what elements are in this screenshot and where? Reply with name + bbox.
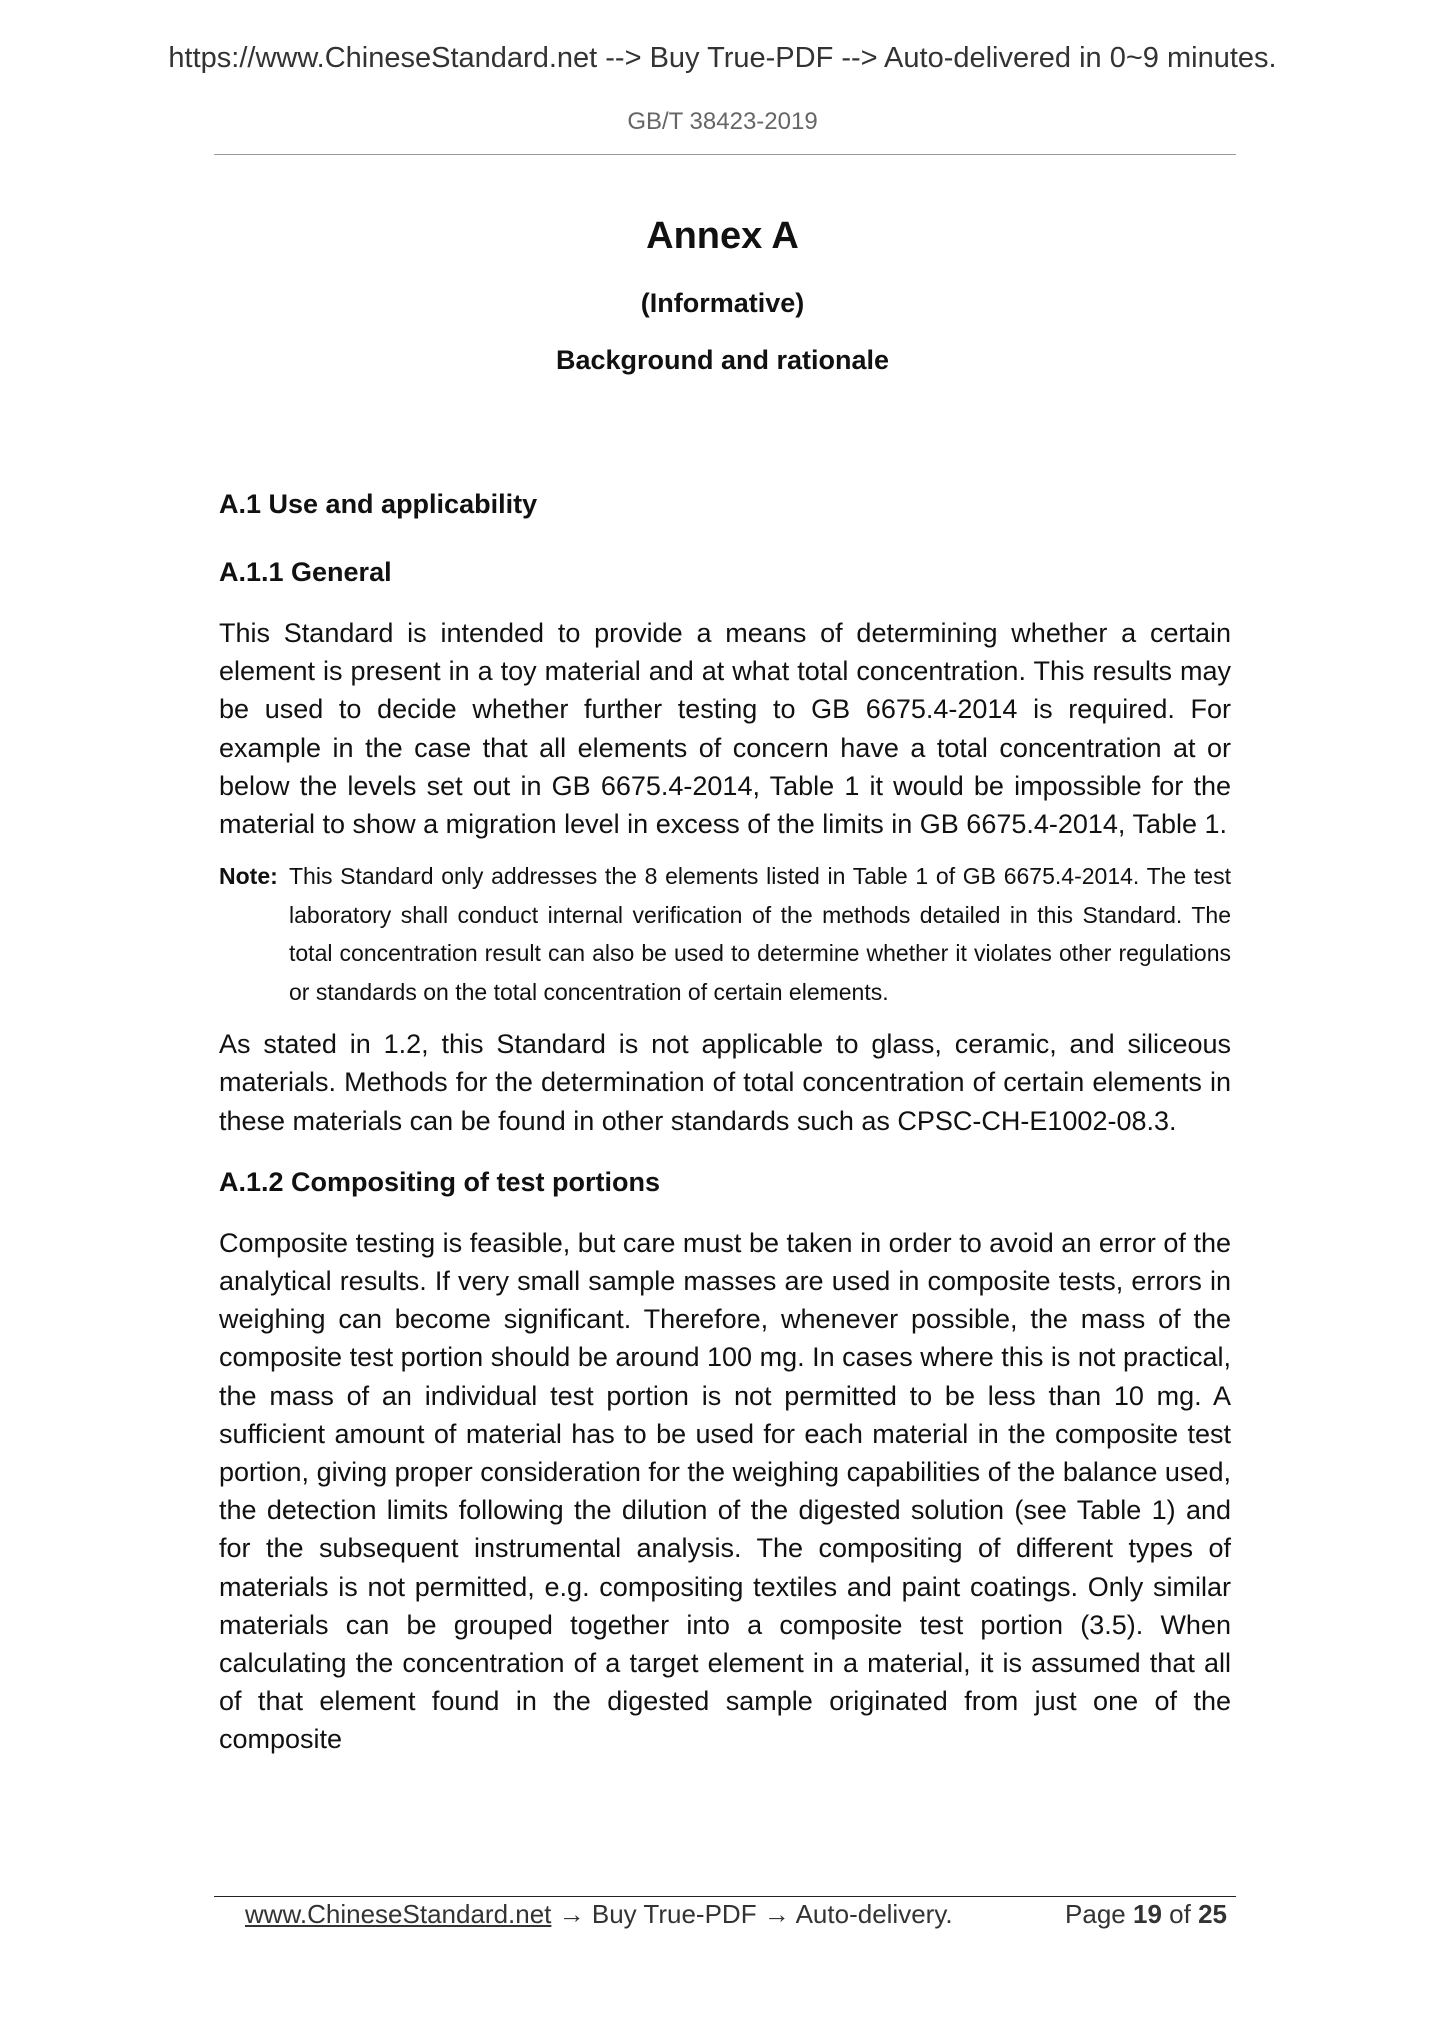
footer [245,1899,1235,1930]
page-label: Page [1065,1899,1126,1929]
note-text: This Standard only addresses the 8 elements listed in Table 1 of GB 6675.4-2014. The test laboratory shall conduct internal verification of the methods detailed in this Standard. The total concentration result can also be used to determine whether it violates other regulations or standards on the total concentration of certain elements. [289,863,1231,1005]
section-heading-a1: A.1 Use and applicability [219,489,538,519]
document-code: GB/T 38423-2019 [627,108,818,135]
note-label: Note: [219,863,278,890]
footer-delivery-text: → Buy True-PDF → Auto-delivery. [558,1899,953,1929]
annex-type: (Informative) [640,288,805,318]
top-banner: https://www.ChineseStandard.net --> Buy True-PDF --> Auto-delivered in 0~9 minutes. [168,42,1277,74]
page-current: 19 [1133,1899,1162,1929]
paragraph-applicability: As stated in 1.2, this Standard is not applicable to glass, ceramic, and siliceous materials. Methods for the determination of total concentration of certain elements in these materials can be found in other standards such as CPSC-CH-E1002-08.3. [219,1029,1231,1136]
section-heading-a1-2: A.1.2 Compositing of test portions [219,1166,661,1197]
annex-subtitle: Background and rationale [555,345,890,375]
footer-site-link[interactable]: www.ChineseStandard.net [245,1899,552,1929]
header-divider [214,154,1236,155]
document-body [219,484,1231,1759]
page-total: 25 [1198,1899,1227,1929]
footer-divider [214,1896,1236,1897]
paragraph-compositing: Composite testing is feasible, but care must be taken in order to avoid an error of the analytical results. If very small sample masses are used in composite tests, errors in weighing can become significant. Therefore, whenever possible, the mass of the composite test portion should be around 100 mg. In cases where this is not practical, the mass of an individual test portion is not permitted to be less than 10 mg. A sufficient amount of material has to be used for each material in the composite test portion, giving proper consideration for the weighing capabilities of the balance used, the detection limits following the dilution of the digested solution (see Table 1) and for the subsequent instrumental analysis. The compositing of different types of materials is not permitted, e.g. compositing textiles and paint coatings. Only similar materials can be grouped together into a composite test portion (3.5). When calculating the concentration of a target element in a material, it is assumed that all of that element found in the digested sample originated from just one of the composite [219,1227,1231,1755]
annex-title: Annex A [646,215,799,257]
section-heading-a1-1: A.1.1 General [219,557,392,587]
page-of: of [1169,1899,1191,1929]
note-block [219,857,1231,1011]
paragraph-general: This Standard is intended to provide a means of determining whether a certain element is present in a toy material and at what total concentration. This results may be used to decide whether further testing to GB 6675.4-2014 is required. For example in the case that all elements of concern have a total concentration at or below the levels set out in GB 6675.4-2014, Table 1 it would be impossible for the material to show a migration level in excess of the limits in GB 6675.4-2014, Table 1. [219,618,1231,840]
page-indicator [1065,1899,1227,1930]
